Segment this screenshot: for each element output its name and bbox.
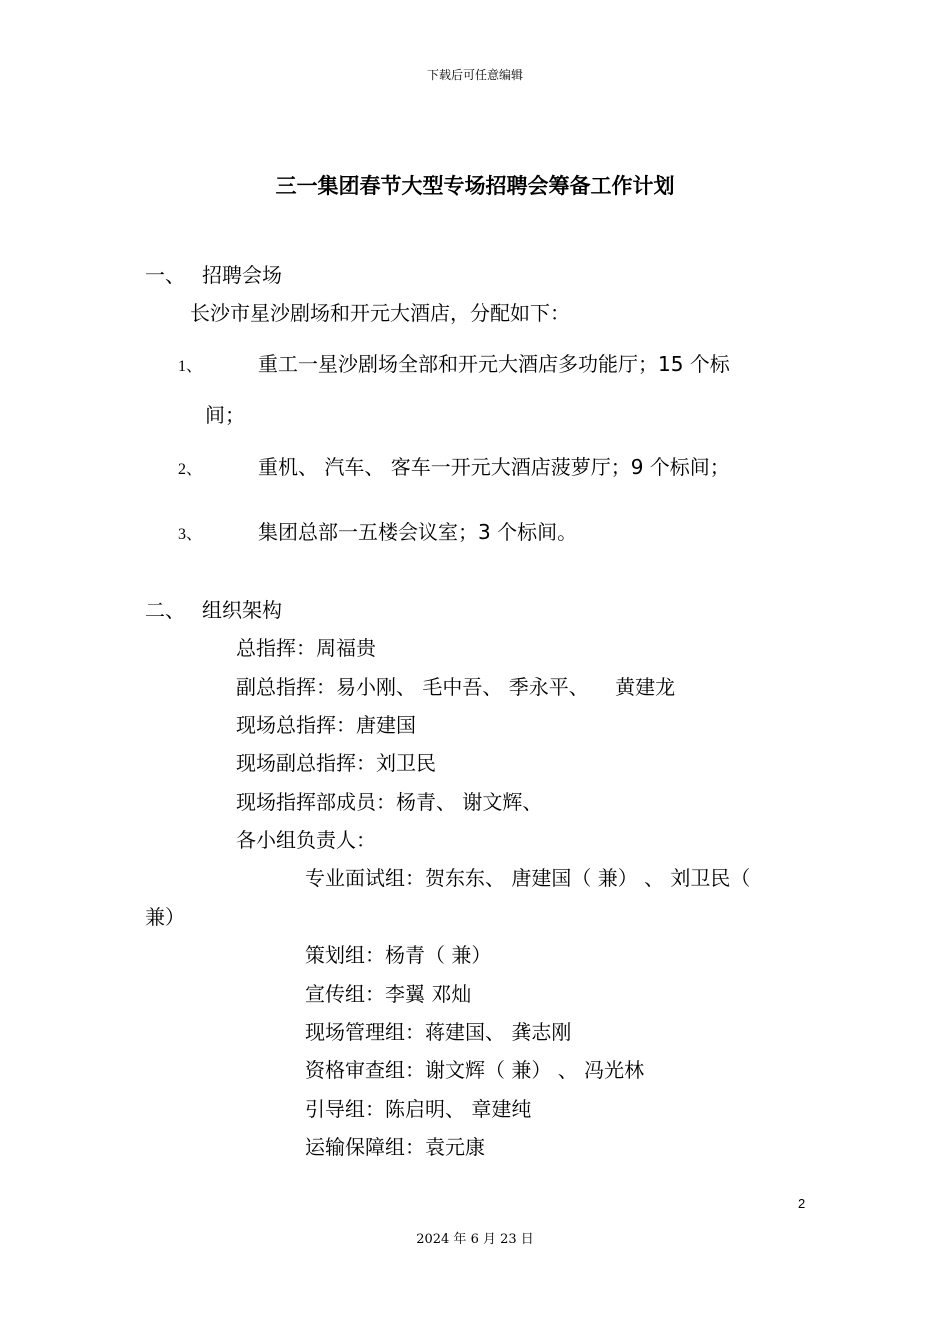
org-line: 现场指挥部成员：杨青、 谢文辉、 [236, 790, 543, 814]
document-title: 三一集团春节大型专场招聘会筹备工作计划 [275, 174, 675, 198]
section-1-marker: 一、 [145, 263, 185, 287]
section-1-intro: 长沙市星沙剧场和开元大酒店，分配如下： [190, 301, 570, 325]
section-1-heading: 招聘会场 [202, 263, 282, 287]
org-line: 现场副总指挥：刘卫民 [236, 751, 436, 775]
group-line: 专业面试组：贺东东、 唐建国（ 兼） 、 刘卫民（ [305, 866, 751, 890]
group-line: 现场管理组：蒋建国、 龚志刚 [305, 1020, 572, 1044]
org-line: 现场总指挥：唐建国 [236, 713, 416, 737]
item-1-text: 重工一星沙剧场全部和开元大酒店多功能厅；15 个标 [258, 352, 730, 376]
group-line: 运输保障组：袁元康 [305, 1135, 485, 1159]
group-line: 资格审查组：谢文辉（ 兼） 、 冯光林 [305, 1058, 645, 1082]
item-3-text: 集团总部一五楼会议室；3 个标间。 [258, 520, 578, 544]
group-line: 引导组：陈启明、 章建纯 [305, 1097, 532, 1121]
section-2-heading: 组织架构 [202, 598, 282, 622]
page-header: 下载后可任意编辑 [426, 68, 523, 82]
group-line-continuation: 兼） [145, 905, 185, 929]
section-2-marker: 二、 [145, 598, 185, 622]
item-1-number: 1、 [178, 358, 203, 375]
item-3-number: 3、 [178, 526, 203, 543]
org-line: 副总指挥：易小刚、 毛中吾、 季永平、 黄建龙 [236, 675, 676, 699]
group-line: 策划组：杨青（ 兼） [305, 943, 492, 967]
item-2-text: 重机、 汽车、 客车一开元大酒店菠萝厅；9 个标间； [258, 455, 730, 479]
page-number: 2 [798, 1196, 806, 1211]
group-line: 宣传组：李翼 邓灿 [305, 982, 472, 1006]
org-line: 各小组负责人： [236, 828, 376, 852]
org-line: 总指挥：周福贵 [236, 636, 376, 660]
item-1-continuation: 间； [205, 403, 245, 427]
item-2-number: 2、 [178, 461, 203, 478]
page-footer-date: 2024 年 6 月 23 日 [416, 1232, 534, 1247]
